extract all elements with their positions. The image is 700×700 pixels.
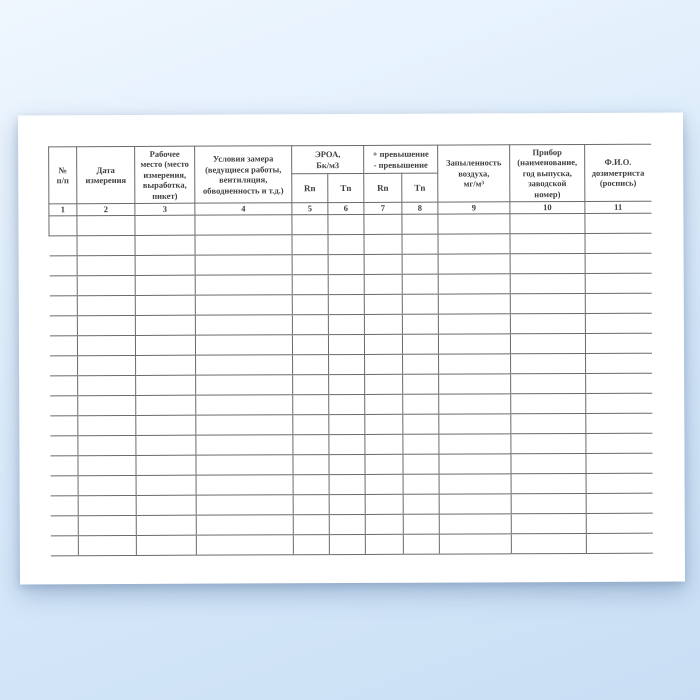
empty-cell <box>78 475 136 495</box>
empty-cell <box>586 533 652 553</box>
empty-cell <box>511 433 586 453</box>
group-header-excess: + превышение - превышение <box>364 145 438 173</box>
empty-cell <box>329 354 365 374</box>
empty-cell <box>49 236 77 256</box>
empty-cell <box>439 474 511 494</box>
empty-cell <box>293 455 329 475</box>
empty-cell <box>78 515 136 535</box>
empty-cell <box>78 535 136 555</box>
empty-cell <box>365 454 403 474</box>
empty-cell <box>586 433 652 453</box>
empty-cell <box>50 396 78 416</box>
empty-cell <box>50 496 78 516</box>
empty-cell <box>135 295 195 315</box>
empty-cell <box>136 415 196 435</box>
empty-cell <box>196 375 293 395</box>
empty-cell <box>439 454 511 474</box>
empty-cell <box>135 235 195 255</box>
empty-cell <box>50 456 78 476</box>
table-row <box>50 413 652 436</box>
table-row <box>49 273 651 296</box>
subcol-header-tn-eroa: Tn <box>328 173 364 202</box>
empty-cell <box>136 395 196 415</box>
column-number-cell: 8 <box>402 202 438 214</box>
empty-cell <box>328 234 364 254</box>
col-header-dosimetrist: Ф.И.О. дозиметриста (роспись) <box>585 144 651 201</box>
empty-cell <box>439 534 511 554</box>
empty-cell <box>77 215 135 235</box>
empty-cell <box>292 235 328 255</box>
table-row <box>50 393 652 416</box>
empty-cell <box>78 375 136 395</box>
empty-cell <box>49 256 77 276</box>
empty-cell <box>50 376 78 396</box>
empty-cell <box>403 474 439 494</box>
empty-cell <box>364 314 402 334</box>
empty-cell <box>50 476 78 496</box>
empty-cell <box>403 394 439 414</box>
empty-cell <box>49 336 77 356</box>
empty-cell <box>293 415 329 435</box>
empty-cell <box>511 493 586 513</box>
empty-cell <box>329 514 365 534</box>
empty-cell <box>365 474 403 494</box>
empty-cell <box>196 455 293 475</box>
table-row <box>49 333 651 356</box>
empty-cell <box>50 536 78 556</box>
col-header-workplace: Рабочее место (место измерения, выработка, пикет) <box>135 146 195 203</box>
empty-cell <box>402 214 438 234</box>
empty-cell <box>586 513 652 533</box>
empty-cell <box>135 255 195 275</box>
subcol-header-rn-eroa: Rn <box>292 174 328 203</box>
empty-cell <box>511 533 586 553</box>
empty-cell <box>195 295 292 315</box>
empty-cell <box>135 335 195 355</box>
empty-cell <box>328 334 364 354</box>
table-row <box>50 513 652 536</box>
empty-cell <box>403 374 439 394</box>
empty-cell <box>78 395 136 415</box>
table-row <box>50 353 652 376</box>
empty-cell <box>328 274 364 294</box>
empty-cell <box>402 314 438 334</box>
empty-cell <box>403 454 439 474</box>
empty-cell <box>195 215 292 235</box>
subcol-header-tn-excess: Tn <box>402 173 438 202</box>
empty-cell <box>438 314 510 334</box>
empty-cell <box>364 334 402 354</box>
empty-cell <box>292 335 328 355</box>
empty-cell <box>586 373 652 393</box>
empty-cell <box>328 314 364 334</box>
empty-cell <box>329 434 365 454</box>
empty-cell <box>438 334 510 354</box>
table-row <box>49 293 651 316</box>
empty-cell <box>365 534 403 554</box>
empty-cell <box>135 315 195 335</box>
empty-cell <box>196 535 293 555</box>
empty-cell <box>49 276 77 296</box>
empty-cell <box>364 294 402 314</box>
empty-cell <box>329 474 365 494</box>
empty-cell <box>195 335 292 355</box>
table-row <box>50 453 652 476</box>
empty-cell <box>292 315 328 335</box>
empty-cell <box>439 414 511 434</box>
empty-cell <box>439 394 511 414</box>
empty-cell <box>364 234 402 254</box>
empty-cell <box>365 354 403 374</box>
empty-cell <box>292 275 328 295</box>
empty-cell <box>510 213 585 233</box>
empty-cell <box>402 234 438 254</box>
empty-cell <box>50 436 78 456</box>
empty-cell <box>329 394 365 414</box>
empty-cell <box>439 494 511 514</box>
empty-cell <box>329 414 365 434</box>
empty-cell <box>293 535 329 555</box>
empty-cell <box>293 495 329 515</box>
empty-cell <box>195 275 292 295</box>
empty-cell <box>511 413 586 433</box>
empty-cell <box>511 393 586 413</box>
empty-cell <box>196 515 293 535</box>
empty-cell <box>403 414 439 434</box>
measurement-log-table <box>48 144 652 557</box>
empty-cell <box>293 355 329 375</box>
table-row <box>49 233 651 256</box>
empty-cell <box>49 216 77 236</box>
empty-cell <box>49 316 77 336</box>
empty-cell <box>329 454 365 474</box>
column-number-cell: 5 <box>292 203 328 215</box>
col-header-number: № п/п <box>49 147 77 204</box>
empty-cell <box>78 415 136 435</box>
table-row <box>50 373 652 396</box>
empty-cell <box>293 375 329 395</box>
empty-cell <box>403 494 439 514</box>
empty-cell <box>196 475 293 495</box>
empty-cell <box>77 295 135 315</box>
empty-cell <box>365 514 403 534</box>
empty-cell <box>585 213 651 233</box>
table-row <box>50 473 652 496</box>
empty-cell <box>77 315 135 335</box>
empty-cell <box>402 334 438 354</box>
empty-cell <box>50 516 78 536</box>
empty-cell <box>195 255 292 275</box>
empty-cell <box>365 434 403 454</box>
column-number-cell: 4 <box>195 203 292 215</box>
empty-cell <box>292 255 328 275</box>
empty-cell <box>439 354 511 374</box>
empty-cell <box>586 453 652 473</box>
empty-cell <box>329 494 365 514</box>
col-header-conditions: Условия замера (ведущиеся работы, вентиляция, обводненность и т.д.) <box>195 146 292 203</box>
empty-cell <box>293 435 329 455</box>
empty-cell <box>78 495 136 515</box>
column-number-cell: 10 <box>510 201 585 213</box>
empty-cell <box>195 235 292 255</box>
empty-cell <box>77 255 135 275</box>
table-row <box>50 433 652 456</box>
empty-cell <box>196 415 293 435</box>
empty-cell <box>136 375 196 395</box>
empty-cell <box>585 253 651 273</box>
empty-cell <box>50 356 78 376</box>
empty-cell <box>510 233 585 253</box>
empty-cell <box>77 275 135 295</box>
empty-cell <box>585 273 651 293</box>
empty-cell <box>439 514 511 534</box>
empty-cell <box>511 473 586 493</box>
empty-cell <box>511 513 586 533</box>
table-row <box>49 213 651 236</box>
empty-cell <box>586 393 652 413</box>
empty-cell <box>78 435 136 455</box>
empty-cell <box>135 275 195 295</box>
empty-cell <box>364 254 402 274</box>
empty-cell <box>402 294 438 314</box>
table-row <box>50 533 652 556</box>
empty-cell <box>49 296 77 316</box>
empty-cell <box>328 294 364 314</box>
empty-cell <box>329 374 365 394</box>
empty-cell <box>364 274 402 294</box>
empty-cell <box>438 254 510 274</box>
empty-cell <box>365 494 403 514</box>
column-number-cell: 2 <box>77 203 135 215</box>
col-header-dustiness: Запыленность воздуха, мг/м³ <box>438 145 510 202</box>
empty-cell <box>136 455 196 475</box>
header-row-main <box>49 144 651 175</box>
empty-cell <box>510 313 585 333</box>
empty-cell <box>135 215 195 235</box>
empty-cell <box>195 315 292 335</box>
empty-cell <box>438 274 510 294</box>
empty-cell <box>403 434 439 454</box>
empty-cell <box>329 534 365 554</box>
table-row <box>49 313 651 336</box>
empty-cell <box>585 313 651 333</box>
column-number-cell: 6 <box>328 202 364 214</box>
empty-cell <box>78 455 136 475</box>
empty-cell <box>136 495 196 515</box>
column-number-cell: 9 <box>438 202 510 214</box>
empty-cell <box>586 413 652 433</box>
empty-cell <box>510 253 585 273</box>
document-sheet <box>18 113 685 585</box>
empty-cell <box>292 295 328 315</box>
table-row <box>50 493 652 516</box>
empty-cell <box>365 394 403 414</box>
empty-cell <box>136 515 196 535</box>
empty-cell <box>328 254 364 274</box>
empty-cell <box>136 535 196 555</box>
empty-cell <box>196 395 293 415</box>
group-header-eroa: ЭРОА, Бк/м3 <box>292 145 364 173</box>
empty-cell <box>77 335 135 355</box>
empty-cell <box>439 374 511 394</box>
column-number-cell: 3 <box>135 203 195 215</box>
column-number-cell: 7 <box>364 202 402 214</box>
empty-cell <box>438 294 510 314</box>
empty-cell <box>585 333 651 353</box>
empty-cell <box>439 434 511 454</box>
empty-cell <box>136 475 196 495</box>
empty-cell <box>586 353 652 373</box>
empty-cell <box>586 493 652 513</box>
empty-cell <box>136 435 196 455</box>
empty-cell <box>293 515 329 535</box>
empty-cell <box>292 215 328 235</box>
empty-cell <box>365 414 403 434</box>
empty-cell <box>196 495 293 515</box>
empty-cell <box>365 374 403 394</box>
empty-cell <box>77 235 135 255</box>
empty-cell <box>293 395 329 415</box>
empty-cell <box>585 293 651 313</box>
empty-cell <box>510 273 585 293</box>
empty-cell <box>585 233 651 253</box>
empty-cell <box>402 254 438 274</box>
empty-cell <box>511 353 586 373</box>
empty-cell <box>438 214 510 234</box>
empty-cell <box>586 473 652 493</box>
empty-cell <box>402 274 438 294</box>
empty-cell <box>511 453 586 473</box>
empty-cell <box>196 355 293 375</box>
empty-cell <box>293 475 329 495</box>
empty-cell <box>403 534 439 554</box>
empty-cell <box>196 435 293 455</box>
column-number-cell: 11 <box>585 201 651 213</box>
empty-cell <box>438 234 510 254</box>
col-header-device: Прибор (наименование, год выпуска, заводской номер) <box>510 144 585 201</box>
table-body <box>49 144 653 556</box>
empty-cell <box>510 293 585 313</box>
column-number-cell: 1 <box>49 204 77 216</box>
empty-cell <box>403 514 439 534</box>
empty-cell <box>403 354 439 374</box>
empty-cell <box>511 373 586 393</box>
empty-cell <box>364 214 402 234</box>
table-row <box>49 253 651 276</box>
empty-cell <box>78 355 136 375</box>
empty-cell <box>510 333 585 353</box>
empty-cell <box>50 416 78 436</box>
col-header-date: Дата измерения <box>77 146 135 203</box>
subcol-header-rn-excess: Rn <box>364 173 402 202</box>
empty-cell <box>136 355 196 375</box>
empty-cell <box>328 214 364 234</box>
